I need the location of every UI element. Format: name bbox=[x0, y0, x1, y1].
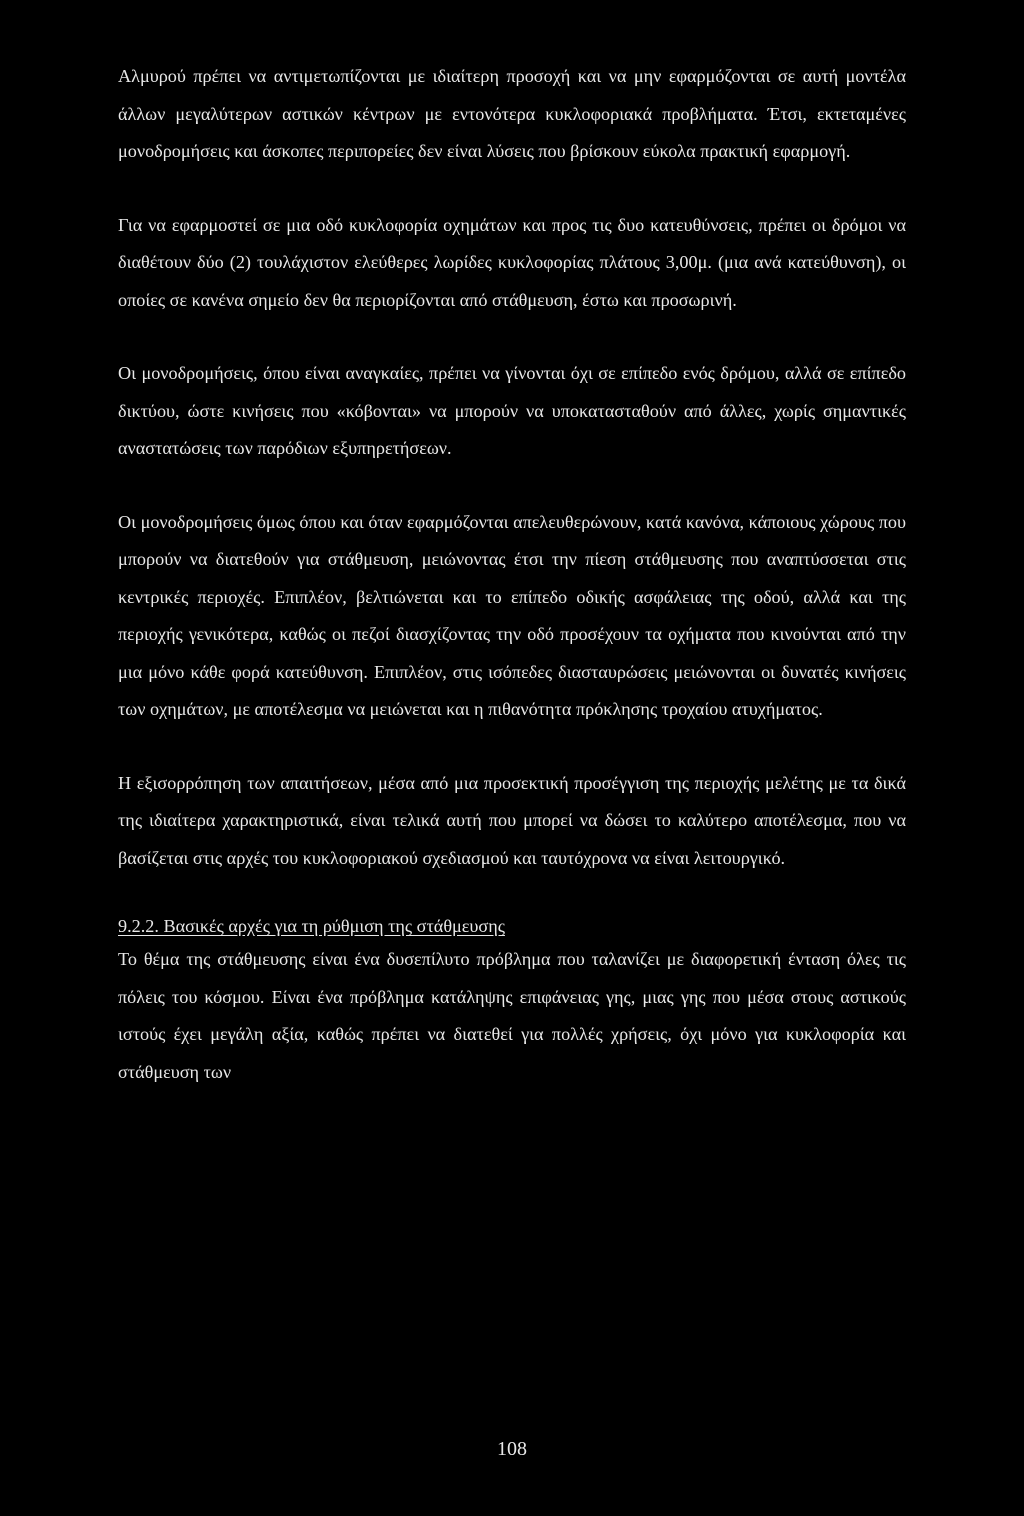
document-body bbox=[118, 58, 906, 1091]
paragraph-5: Η εξισορρόπηση των απαιτήσεων, μέσα από μια προσεκτική προσέγγιση της περιοχής μελέτης με τα δικά της ιδιαίτερα χαρακτηριστικά, είναι τελικά αυτή που μπορεί να δώσει το καλύτερο αποτέλεσμα, που να βασίζεται στις αρχές του κυκλοφοριακού σχεδιασμού και ταυτόχρονα να είναι λειτουργικό. bbox=[118, 772, 906, 868]
paragraph-1: Αλμυρού πρέπει να αντιμετωπίζονται με ιδιαίτερη προσοχή και να μην εφαρμόζονται σε αυτή μοντέλα άλλων μεγαλύτερων αστικών κέντρων με εντονότερα κυκλοφοριακά προβλήματα. Έτσι, εκτεταμένες μονοδρομήσεις και άσκοπες περιπορείες δεν είναι λύσεις που βρίσκουν εύκολα πρακτική εφαρμογή. bbox=[118, 66, 906, 161]
page-number: 108 bbox=[497, 1438, 527, 1460]
paragraph-4: Οι μονοδρομήσεις όμως όπου και όταν εφαρμόζονται απελευθερώνουν, κατά κανόνα, κάποιους χώρους που μπορούν να διατεθούν για στάθμευση, μειώνοντας έτσι την πίεση στάθμευσης που αναπτύσσεται στις κεντρικές περιοχές. Επιπλέον, βελτιώνεται και το επίπεδο οδικής ασφάλειας της οδού, αλλά και της περιοχής γενικότερα, καθώς οι πεζοί διασχίζοντας την οδό προσέχουν τα οχήματα που κινούνται από την μια μόνο κάθε φορά κατεύθυνση. Επιπλέον, στις ισόπεδες διασταυρώσεις μειώνονται οι δυνατές κινήσεις των οχημάτων, με αποτέλεσμα να μειώνεται και η πιθανότητα πρόκλησης τροχαίου ατυχήματος. bbox=[118, 511, 906, 719]
section-heading: 9.2.2. Βασικές αρχές για τη ρύθμιση της στάθμευσης bbox=[118, 916, 505, 936]
section-paragraph: Το θέμα της στάθμευσης είναι ένα δυσεπίλυτο πρόβλημα που ταλανίζει με διαφορετική ένταση όλες τις πόλεις του κόσμου. Είναι ένα πρόβλημα κατάληψης επιφάνειας γης, μιας γης που μέσα στους αστικούς ιστούς έχει μεγάλη αξία, καθώς πρέπει να διατεθεί για πολλές χρήσεις, όχι μόνο για κυκλοφορία και στάθμευση των bbox=[118, 949, 906, 1082]
paragraph-2: Για να εφαρμοστεί σε μια οδό κυκλοφορία οχημάτων και προς τις δυο κατευθύνσεις, πρέπει οι δρόμοι να διαθέτουν δύο (2) τουλάχιστον ελεύθερες λωρίδες κυκλοφορίας πλάτους 3,00μ. (μια ανά κατεύθυνση), οι οποίες σε κανένα σημείο δεν θα περιορίζονται από στάθμευση, έστω και προσωρινή. bbox=[118, 214, 906, 310]
paragraph-3: Οι μονοδρομήσεις, όπου είναι αναγκαίες, πρέπει να γίνονται όχι σε επίπεδο ενός δρόμου, αλλά σε επίπεδο δικτύου, ώστε κινήσεις που «κόβονται» να μπορούν να υποκατασταθούν από άλλες, χωρίς σημαντικές αναστατώσεις των παρόδιων εξυπηρετήσεων. bbox=[118, 363, 906, 458]
